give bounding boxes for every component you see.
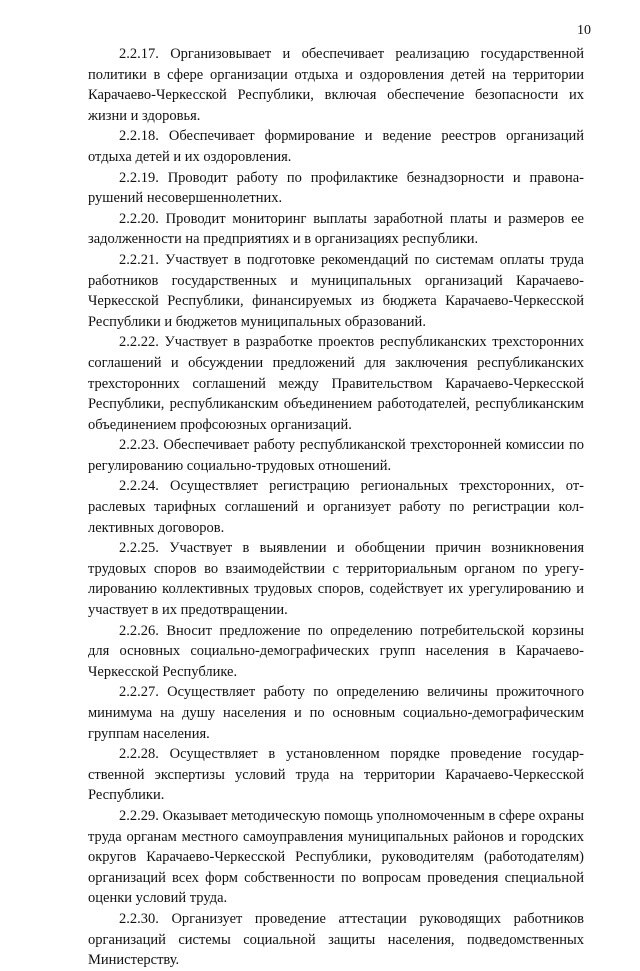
paragraph-2-2-29: 2.2.29. Оказывает методическую помощь уполномоченным в сфере охраны труда органам местного самоуправления муниципальных районов и городских округов Карачаево-Черкесской Республики, руководителям (работодателям) организаций всех форм собственности по вопросам проведения специальной оценки условий труда. xyxy=(88,807,584,907)
paragraph-2-2-19: 2.2.19. Проводит работу по профилактике безнадзорности и правонарушений несовершеннолетних. xyxy=(88,169,584,207)
paragraph-2-2-18: 2.2.18. Обеспечивает формирование и ведение реестров организаций отдыха детей и их оздоровления. xyxy=(88,128,584,165)
paragraph-2-2-30: 2.2.30. Организует проведение аттестации руководящих работников организаций системы социальной защиты населения, подведомственных Министерству. xyxy=(88,910,584,969)
paragraph-2-2-22: 2.2.22. Участвует в разработке проектов республиканских трехсторонних соглашений и обсуждении предложений для заключения республиканских трехсторонних соглашений между Правительством Карачаево-Черкесской Республики, республиканским объединением работодателей, республиканским объединением профсоюзных организаций. xyxy=(88,334,584,433)
paragraph-2-2-28: 2.2.28. Осуществляет в установленном порядке проведение государственной экспертизы условий труда на территории Карачаево-Черкесской Республики. xyxy=(88,746,584,804)
paragraph-2-2-17: 2.2.17. Организовывает и обеспечивает реализацию государственной политики в сфере организации отдыха и оздоровления детей на территории Карачаево-Черкесской Республики, включая обеспечение безопасности их жизни и здоровья. xyxy=(88,46,584,124)
paragraph-2-2-21: 2.2.21. Участвует в подготовке рекомендаций по системам оплаты труда работников государственных и муниципальных организаций Карачаево-Черкесской Республики, финансируемых из бюджета Карачаево-Черкесской Республики и бюджетов муниципальных образований. xyxy=(88,251,584,330)
paragraph-2-2-20: 2.2.20. Проводит мониторинг выплаты заработной платы и размеров ее задолженности на предприятиях и в организациях республики. xyxy=(88,210,584,248)
paragraph-2-2-23: 2.2.23. Обеспечивает работу республиканской трехсторонней комиссии по регулированию социально-трудовых отношений. xyxy=(88,437,584,474)
paragraph-2-2-25: 2.2.25. Участвует в выявлении и обобщении причин возникновения трудовых споров во взаимодействии с территориальным органом по урегулированию коллективных трудовых споров, содействует их урегулированию и участвует в их предотвращении. xyxy=(88,540,584,619)
paragraph-2-2-27: 2.2.27. Осуществляет работу по определению величины прожиточного минимума на душу населения и по основным социально-демографическим группам населения. xyxy=(88,684,584,742)
document-body xyxy=(88,44,584,971)
paragraph-2-2-26: 2.2.26. Вносит предложение по определению потребительской корзины для основных социально-демографических групп населения в Карачаево-Черкесской Республике. xyxy=(88,622,584,680)
paragraph-2-2-24: 2.2.24. Осуществляет регистрацию региональных трехсторонних, отраслевых тарифных соглашений и организует работу по регистрации коллективных договоров. xyxy=(88,478,584,536)
page-number: 10 xyxy=(577,23,591,38)
